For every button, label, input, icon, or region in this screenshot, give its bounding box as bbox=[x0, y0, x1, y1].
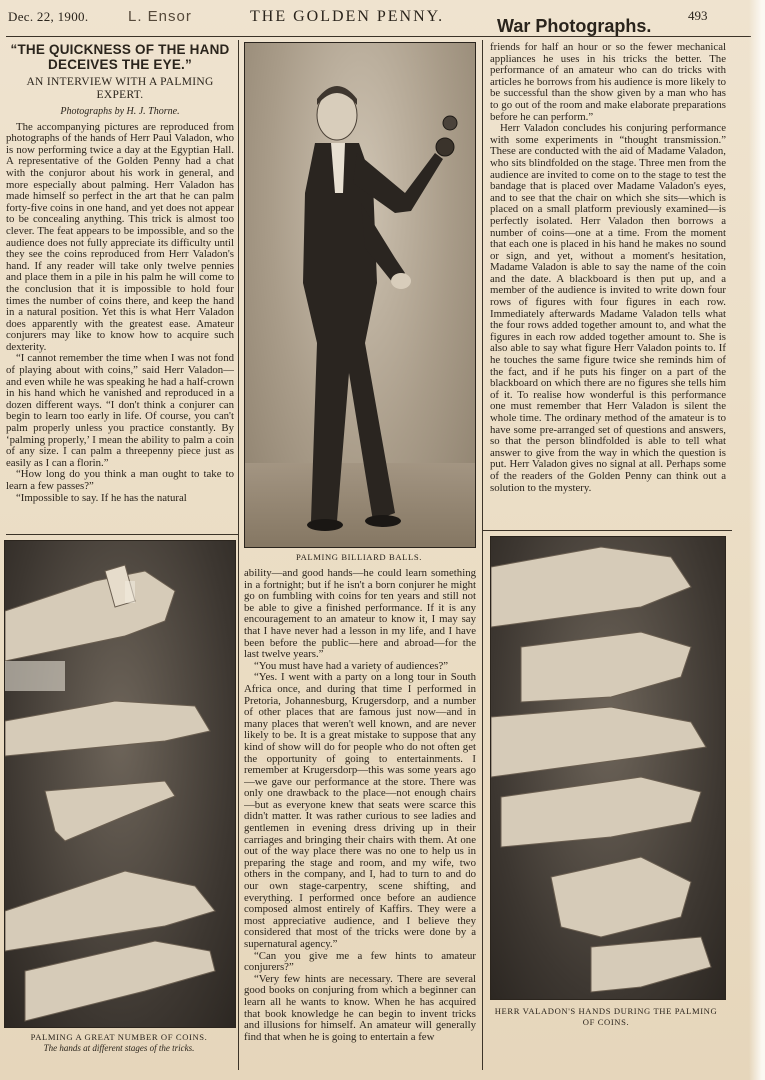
caption-subtitle: The hands at different stages of the tricks. bbox=[43, 1043, 195, 1053]
newspaper-title: THE GOLDEN PENNY. bbox=[250, 8, 445, 25]
article-subhead: AN INTERVIEW WITH A PALMING EXPERT. bbox=[26, 76, 214, 101]
article-column-1 bbox=[6, 42, 234, 530]
masthead bbox=[0, 0, 765, 40]
photo-credit: Photographs by H. J. Thorne. bbox=[60, 106, 180, 117]
hands-photo-image bbox=[491, 537, 725, 999]
article-column-3 bbox=[490, 42, 726, 524]
paragraph: The accompanying pictures are reproduced from photographs of the hands of Herr Paul Valadon, who is now performing twice a day at the Egyptian Hall. A representative of the Golden Penny had a chat with the conjuror about his work in general, and more especially about palming. Herr Valadon has made himself so perfect in the art that he can palm forty-five coins in one hand, and yet does not appear to be concealing anything. This trick is almost too clever. The feat appears to be impossible, and so the audience does not fully appreciate its difficulty until they see the coins reproduced from Herr Valadon's hand. If any reader will take only twelve pennies and place them in a pile in his palm he will come to the conclusion that it is impossible to hold four times the number of coins there, and keep the hand in a natural position. Yet this is what Herr Valadon does apparently with the greatest ease. Amateur conjurers may like to know how to acquire such dexterity. bbox=[6, 120, 234, 353]
caption-title: HERR VALADON'S HANDS DURING THE PALMING bbox=[494, 1006, 718, 1016]
section-rule bbox=[6, 534, 238, 535]
paragraph: “I cannot remember the time when I was not fond of playing about with coins,” said Herr Valadon—and even while he was speaking he had a half-crown in his hand which he vanished and reproduced in a dozen different ways. “I don't think a conjurer can begin to learn too early in life. Of course, you can't palm properly unless you practice constantly. By ‘palming properly,’ I mean the ability to palm a coin of any size. I can palm a threepenny piece just as easily as I can a florin.” bbox=[6, 352, 234, 469]
paragraph: “You must have had a variety of audiences?” bbox=[254, 659, 449, 672]
caption-palming-coins bbox=[4, 1032, 234, 1054]
paragraph: “How long do you think a man ought to take to learn a few passes?” bbox=[6, 468, 234, 492]
owner-stamp: L. Ensor bbox=[128, 8, 192, 25]
photo-palming-coins bbox=[4, 540, 236, 1028]
photo-billiard-balls bbox=[244, 42, 476, 548]
paragraph: “Can you give me a few hints to amateur conjurers?” bbox=[244, 949, 476, 974]
photo-valadon-hands bbox=[490, 536, 726, 1000]
article-column-2 bbox=[244, 568, 476, 1070]
article-headline: “THE QUICKNESS OF THE HAND DECEIVES THE EYE.” bbox=[10, 42, 230, 72]
issue-date: Dec. 22, 1900. bbox=[8, 9, 89, 24]
section-rule bbox=[482, 530, 732, 531]
caption-title: PALMING A GREAT NUMBER OF COINS. bbox=[30, 1032, 208, 1042]
caption-valadon-hands bbox=[486, 1006, 726, 1028]
hands-photo-image bbox=[5, 541, 235, 1027]
section-title: War Photographs. bbox=[497, 16, 652, 36]
paragraph: friends for half an hour or so the fewer mechanical appliances he uses in his tricks the better. The performance of an amateur who can do tricks with articles he borrows from his audience is more likely to be successful than the show given by a man who has to go out of the room and make elaborate preparations before he can perform.” bbox=[490, 42, 726, 123]
caption-title-continued: OF COINS. bbox=[582, 1017, 630, 1027]
paragraph: ability—and good hands—he could learn something in a fortnight; but if he isn't a born conjurer he might go on fumbling with coins for ten years and still not be able to give a finished performance. If it is any encouragement to an amateur to know it, I may say that I have never had a lesson in my life, and I have been before the public—here and abroad—for the last twelve years.” bbox=[244, 568, 476, 661]
paragraph: “Yes. I went with a party on a long tour in South Africa once, and during that time I performed in Pretoria, Johannesburg, Krugersdorp, and a number of other places that are famous just now—and in many places that weren't well known, and are never likely to be. It is a great mistake to suppose that any kind of show will do for people who do not often get the opportunity of going to entertainments. I remember at Krugersdorp—this was some years ago—we gave our performance at the store. There was only one drawback to the place—not enough chairs—but as everyone knew that seats were scarce this didn't matter. It was rather curious to see ladies and gentlemen in evening dress driving up in their carriages and bringing their chairs with them. At one out of the way place there was no one to help us in preparing the stage and room, and my wife, two others in the company, and I, had to turn to and do our own stage-carpentry, scene shifting, and everything. I performed once before an audience composed almost entirely of Kaffirs. They were a most appreciative audience, and I believe they considered that most of the tricks were done by a supernatural agency.” bbox=[244, 671, 476, 950]
masthead-rule bbox=[6, 36, 751, 37]
paragraph: “Impossible to say. If he has the natural bbox=[16, 491, 187, 504]
column-rule bbox=[238, 40, 239, 1070]
column-rule bbox=[482, 40, 483, 1070]
magician-figure-image bbox=[245, 43, 475, 547]
paragraph: Herr Valadon concludes his conjuring performance with some experiments in “thought transmission.” These are conducted with the aid of Madame Valadon, who sits blindfolded on the stage. Three men from the audience are invited to come on to the stage to test the bandage that is placed over Madame Valadon's eyes, and to see that the chair on which she sits—which is placed on a small platform previously examined—is perfectly isolated. Herr Valadon then borrows a number of coins—one at a time. From the moment that each one is placed in his hand he makes no sound or sign, and yet, without a moment's hesitation, Madame Valadon is able to say the name of the coin and the date. A blackboard is then put up, and a member of the audience is invited to write down four rows of figures with four figures in each row. Immediately afterwards Madame Valadon tells what the four rows added together amount to, and what the figures in each row added together amount to. She is also able to say what figure Herr Valadon points to. If he touches the same figure twice she reminds him of the fact, and if he puts his finger on a part of the blackboard on which there are no figures she tells him of it. To realise how wonderful is this performance one must remember that Herr Valadon is silent the whole time. The ordinary method of the amateur is to have some pre-arranged set of questions and answers, so that the person blindfolded is able to tell what answer to give from the way in which the question is put. Herr Valadon gives no signal at all. Perhaps some of the readers of the Golden Penny can think out a solution to the mystery. bbox=[490, 122, 726, 494]
page-number: 493 bbox=[688, 8, 708, 23]
paragraph: “Very few hints are necessary. There are several good books on conjuring from which a beginner can learn all he wants to know. When he has acquired that book knowledge he can begin to invent tricks and illusions for himself. An amateur will generally find that when he is going to entertain a few bbox=[244, 972, 476, 1043]
caption-billiard-balls: PALMING BILLIARD BALLS. bbox=[296, 552, 422, 562]
